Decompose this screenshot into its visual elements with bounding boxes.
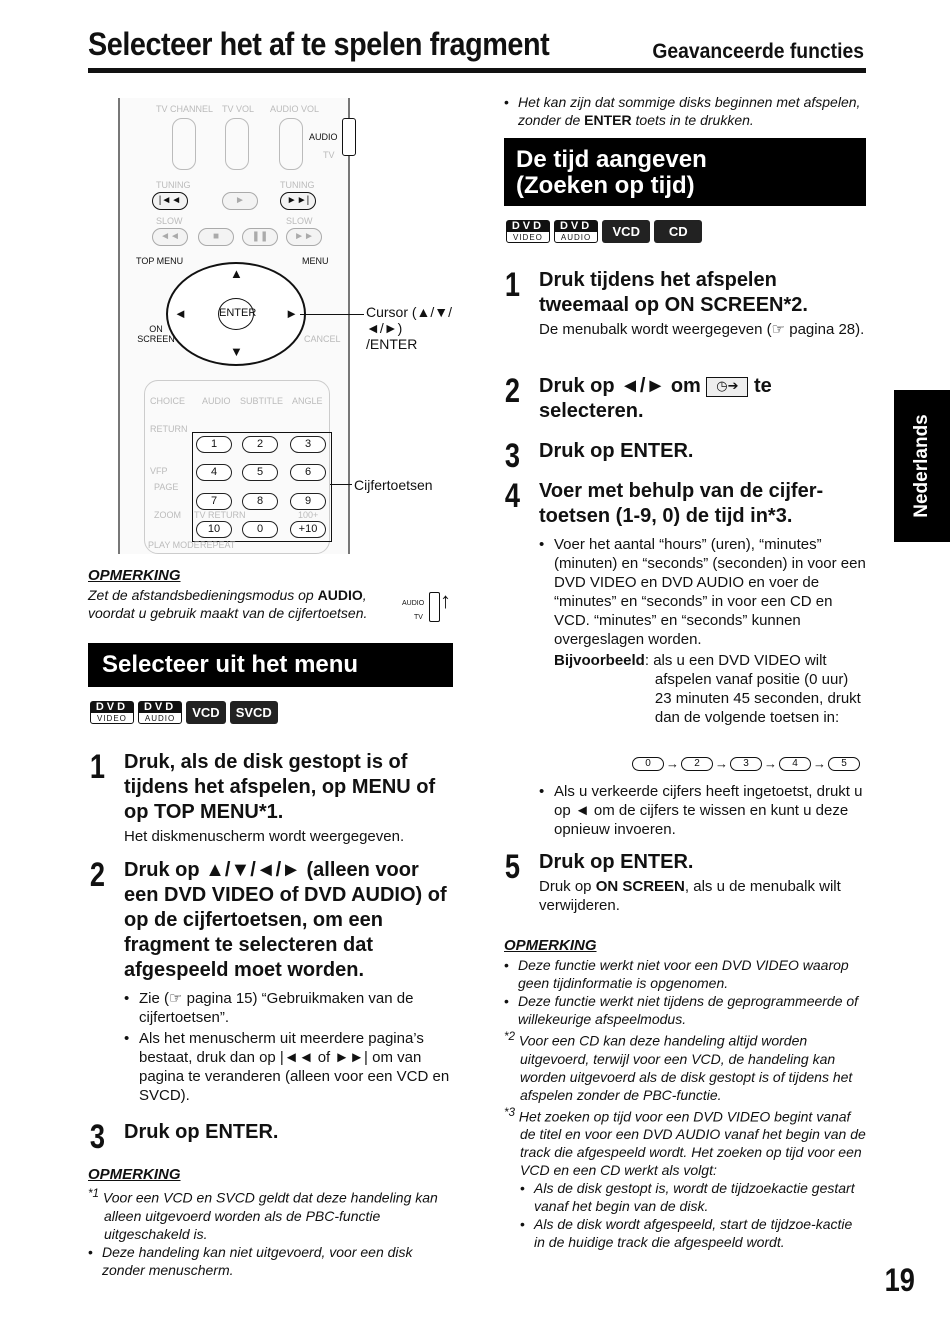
- dvd-video-badge: DVD VIDEO: [506, 220, 550, 243]
- dvd-audio-badge: DVD AUDIO: [554, 220, 598, 243]
- remote-label: ZOOM: [154, 510, 181, 520]
- tv-vol-rocker: [225, 118, 249, 170]
- vcd-badge: VCD: [186, 701, 225, 724]
- number-key: 10: [196, 521, 232, 538]
- number-key: 9: [290, 493, 326, 510]
- page-title: Selecteer het af te spelen fragment: [88, 26, 550, 62]
- number-key: 0: [242, 521, 278, 538]
- number-key: 2: [242, 436, 278, 453]
- sequence-key: 3: [730, 757, 762, 771]
- audio-vol-rocker: [279, 118, 303, 170]
- right-step-5: 5 Druk op ENTER. Druk op ON SCREEN, als u de menubalk wilt verwijderen.: [504, 848, 841, 914]
- up-arrow-icon: ▲: [230, 266, 243, 281]
- remote-label: VFP: [150, 466, 168, 476]
- next-icon: ►►|: [280, 192, 316, 210]
- cursor-callout: Cursor (▲/▼/◄/►) /ENTER: [366, 304, 453, 352]
- page-number: 19: [885, 1262, 916, 1298]
- svcd-badge: SVCD: [230, 701, 278, 724]
- number-key: 4: [196, 464, 232, 481]
- remote-label: SUBTITLE: [240, 396, 284, 406]
- remote-label: PAGE: [154, 482, 179, 492]
- left-bottom-note: [88, 1166, 458, 1279]
- sequence-key: 5: [828, 757, 860, 771]
- remote-label: CANCEL: [304, 334, 341, 344]
- remote-label: 100+: [298, 510, 319, 520]
- remote-label: SLOW: [286, 216, 313, 226]
- callout-line: [300, 314, 364, 315]
- number-key: 6: [290, 464, 326, 481]
- key-sequence: 0 → 2 → 3 → 4 → 5: [632, 756, 860, 771]
- section-tag: Geavanceerde functies: [652, 40, 864, 63]
- time-search-icon: ◷➔: [706, 377, 748, 397]
- remote-label: ANGLE: [292, 396, 323, 406]
- left-step-3: 3 Druk op ENTER.: [89, 1118, 279, 1156]
- cursor-pad: [166, 262, 306, 366]
- right-step-2: 2 Druk op ◄/► om ◷➔ te selecteren.: [504, 372, 772, 422]
- vcd-badge: VCD: [602, 220, 650, 243]
- pause-icon: ❚❚: [242, 228, 278, 246]
- number-key: 3: [290, 436, 326, 453]
- remote-label: TOP MENU: [136, 256, 184, 266]
- dvd-video-badge: DVD VIDEO: [90, 701, 134, 724]
- stop-icon: ■: [198, 228, 234, 246]
- step-4-bullet-2: • Als u verkeerde cijfers heeft ingetoetst, drukt u op ◄ om de cijfers te wissen en kunt u deze opnieuw invoeren.: [503, 780, 867, 839]
- remote-label: TV RETURN: [194, 510, 246, 520]
- section-banner-time: De tijd aangeven (Zoeken op tijd): [504, 138, 866, 206]
- play-icon: ►: [222, 192, 258, 210]
- remote-label: PLAY MODE: [148, 540, 200, 550]
- right-note: OPMERKING • Deze functie werkt niet voor een DVD VIDEO waarop geen tijdinformatie is opgenomen. • Deze functie werkt niet tijdens de geprogrammeerde of willekeurige afspeelmodus. $^{*2}$ Voor een CD kan deze handeling altijd worden uitgevoerd, terwijl voor een VCD, de handeling kan worden uitgevoerd als de disk gestopt is of tijdens het afspelen zonder de PBC-functie. $^{*3}$ Het zoeken op tijd voor een DVD VIDEO begint vanaf de titel en voor een DVD AUDIO vanaf het begin van de track die afgespeeld wordt. Het zoeken op tijd voor een VCD en een CD werkt als volgt: • Als de disk gestopt is, wordt de tijdzoekactie gestart vanaf het begin van de disk. • Als de disk wordt afgespeeld, start de tijdzoe-kactie in de huidige track die afgespeeld wordt.: [504, 937, 866, 1251]
- disc-badges-right: [506, 220, 702, 243]
- remote-label: ON SCREEN: [137, 324, 175, 344]
- example: Bijvoorbeeld : als u een DVD VIDEO wilt afspelen vanaf positie (0 uur) 23 minuten 45 seconden, drukt dan de volgende toetsen in:: [554, 652, 861, 726]
- sequence-key: 2: [681, 757, 713, 771]
- disc-badges-left: [90, 701, 278, 724]
- switch-icon: AUDIO TV ↑: [402, 588, 451, 621]
- enter-key: ENTER: [218, 298, 254, 330]
- note-text: Zet de afstandsbedieningsmodus op AUDIO, voordat u gebruik maakt van de cijfertoetsen.: [88, 587, 368, 621]
- sequence-key: 0: [632, 757, 664, 771]
- left-step-2: 2 Druk op ▲/▼/◄/► (alleen voor een DVD VIDEO of DVD AUDIO) of op de cijfertoetsen, om een fragment te selecteren dat afgespeeld moet worden. • Zie (☞ pagina 15) “Gebruikmaken van de cijfertoetsen”. • Als het menuscherm uit meerdere pagina’s bestaat, druk dan op |◄◄ of ►►| om van pagina te veranderen (alleen voor een VCD en SVCD).: [88, 858, 456, 1105]
- remote-control-illustration: [118, 98, 350, 554]
- right-arrow-icon: ►: [285, 306, 298, 321]
- right-step-3: 3 Druk op ENTER.: [504, 437, 694, 475]
- remote-label: TUNING: [156, 180, 191, 190]
- remote-label: REPEAT: [200, 540, 236, 550]
- note-heading: OPMERKING: [88, 567, 181, 584]
- left-step-1: 1 Druk, als de disk gestopt is of tijdens het afspelen, op MENU of op TOP MENU*1. Het diskmenuscherm wordt weergegeven.: [89, 748, 436, 845]
- note-heading: OPMERKING: [504, 937, 597, 954]
- dvd-audio-badge: DVD AUDIO: [138, 701, 182, 724]
- remote-note: [88, 567, 398, 622]
- remote-label: TV CHANNEL: [156, 104, 214, 114]
- down-arrow-icon: ▼: [230, 344, 243, 359]
- remote-label: MENU: [302, 256, 329, 266]
- remote-label: SLOW: [156, 216, 183, 226]
- remote-label: TV VOL: [222, 104, 255, 114]
- right-step-1: 1 Druk tijdens het afspelen tweemaal op ON SCREEN*2. De menubalk wordt weergegeven (☞ pagina 28).: [504, 266, 865, 338]
- sequence-key: 4: [779, 757, 811, 771]
- header-rule: [88, 68, 866, 73]
- footnote-1: $^{*1}$ Voor een VCD en SVCD geldt dat deze handeling kan alleen uitgevoerd worden als de PBC-functie uitgeschakeld is.: [88, 1187, 438, 1242]
- remote-label: RETURN: [150, 424, 188, 434]
- left-arrow-icon: ◄: [174, 306, 187, 321]
- prev-icon: |◄◄: [152, 192, 188, 210]
- number-key: 7: [196, 493, 232, 510]
- note-bullet: • Deze handeling kan niet uitgevoerd, voor een disk zonder menuscherm.: [88, 1243, 458, 1279]
- mode-switch: [342, 118, 356, 156]
- right-top-bullet: • Het kan zijn dat sommige disks beginnen met afspelen, zonder de ENTER toets in te drukken.: [504, 93, 866, 129]
- number-key: +10: [290, 521, 326, 538]
- forward-icon: ►►: [286, 228, 322, 246]
- number-key: 5: [242, 464, 278, 481]
- number-key: 8: [242, 493, 278, 510]
- remote-label: AUDIO: [309, 132, 338, 142]
- numbers-callout: Cijfertoetsen: [354, 477, 433, 493]
- section-banner-menu: Selecteer uit het menu: [88, 643, 453, 687]
- note-heading: OPMERKING: [88, 1166, 181, 1183]
- cd-badge: CD: [654, 220, 702, 243]
- remote-label: TUNING: [280, 180, 315, 190]
- language-tab: Nederlands: [894, 390, 950, 542]
- remote-label: CHOICE: [150, 396, 186, 406]
- callout-line: [330, 484, 352, 485]
- right-step-4: 4 Voer met behulp van de cijfer-toetsen (1-9, 0) de tijd in*3. • Voer het aantal “hours” (uren), “minutes” (minuten) en “seconds” (seconden) in voor een DVD VIDEO en DVD AUDIO en voer de “minutes” en “seconds” in voor een CD en VCD. “minutes” en “seconds” kunnen overgeslagen worden. Bijvoorbeeld : als u een DVD VIDEO wilt afspelen vanaf positie (0 uur) 23 minuten 45 seconden, drukt dan de volgende toetsen in:: [503, 479, 867, 727]
- remote-label: AUDIO: [202, 396, 231, 406]
- channel-rocker: [172, 118, 196, 170]
- remote-label: AUDIO VOL: [270, 104, 320, 114]
- number-key: 1: [196, 436, 232, 453]
- remote-label: TV: [323, 150, 335, 160]
- rewind-icon: ◄◄: [152, 228, 188, 246]
